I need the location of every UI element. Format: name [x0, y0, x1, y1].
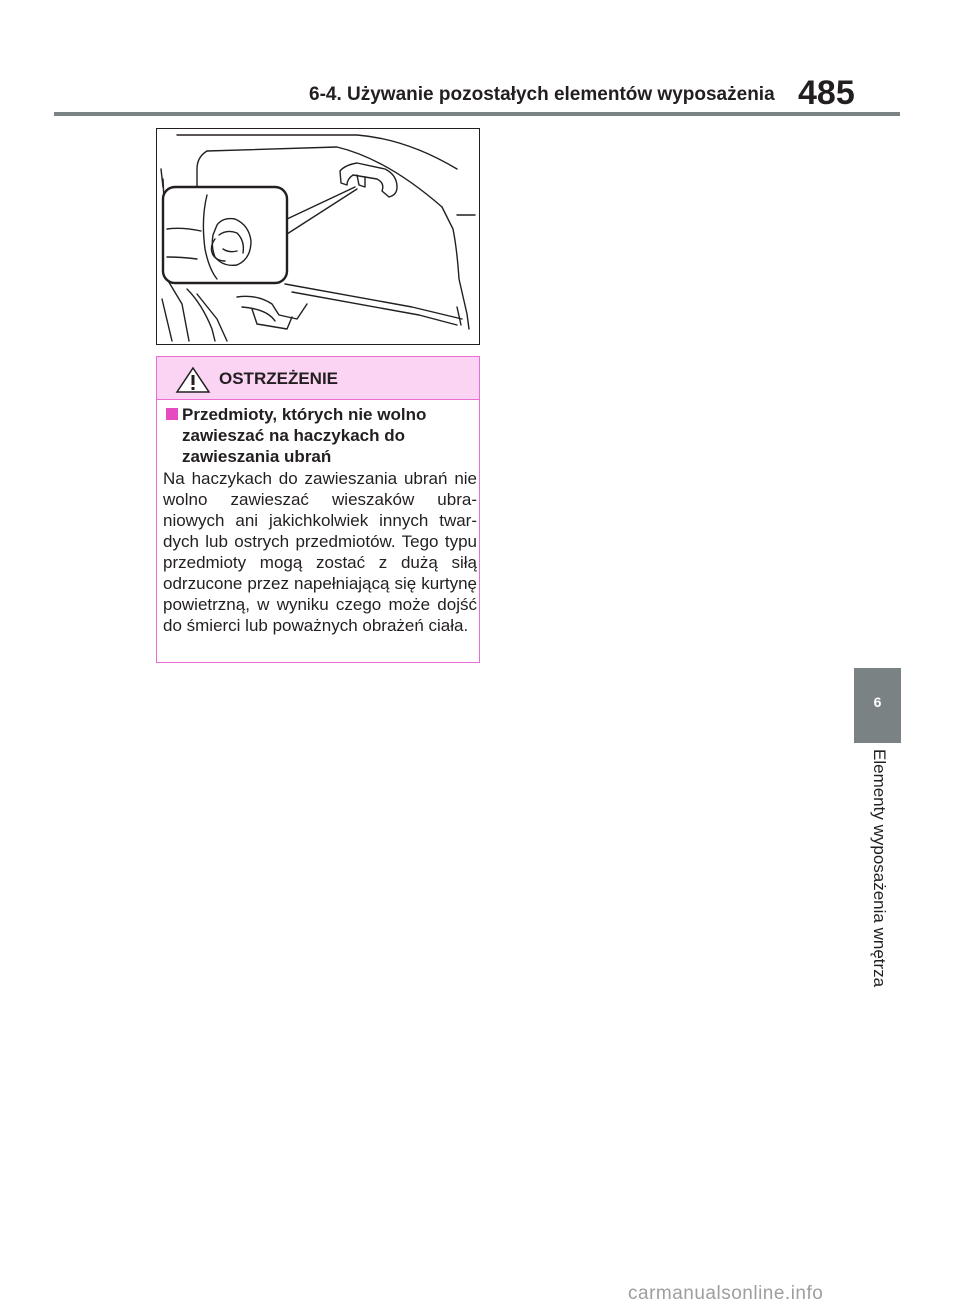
section-title: 6-4. Używanie pozostałych elementów wyposażenia	[309, 84, 775, 105]
warning-body-text: Na haczykach do zawieszania ubrań nie wolno zawieszać wieszaków ubra-niowych ani jakichkolwiek innych twar-dych lub ostrych przedmiotów. Tego typu przedmioty mogą zostać z dużą siłą odrzucone przez napełniającą się kurtynę powietrzną, w wyniku czego może dojść do śmierci lub poważnych obrażeń ciała.	[163, 469, 477, 635]
clothes-hook-illustration	[156, 128, 480, 345]
warning-header	[157, 357, 479, 400]
warning-title: OSTRZEŻENIE	[219, 369, 339, 388]
square-bullet-icon	[166, 408, 178, 420]
warning-triangle-icon	[175, 366, 211, 394]
chapter-label: Elementy wyposażenia wnętrza	[870, 749, 889, 988]
chapter-tab	[854, 668, 901, 743]
warning-box	[156, 356, 480, 663]
chapter-number: 6	[873, 694, 882, 710]
warning-heading	[166, 404, 471, 467]
watermark: carmanualsonline.info	[628, 1283, 824, 1304]
warning-heading-text: Przedmioty, których nie wolno zawieszać na haczykach do zawieszania ubrań	[182, 405, 427, 466]
page-number: 485	[798, 74, 855, 112]
header-divider	[54, 112, 900, 116]
illustration-drawing	[157, 129, 479, 344]
